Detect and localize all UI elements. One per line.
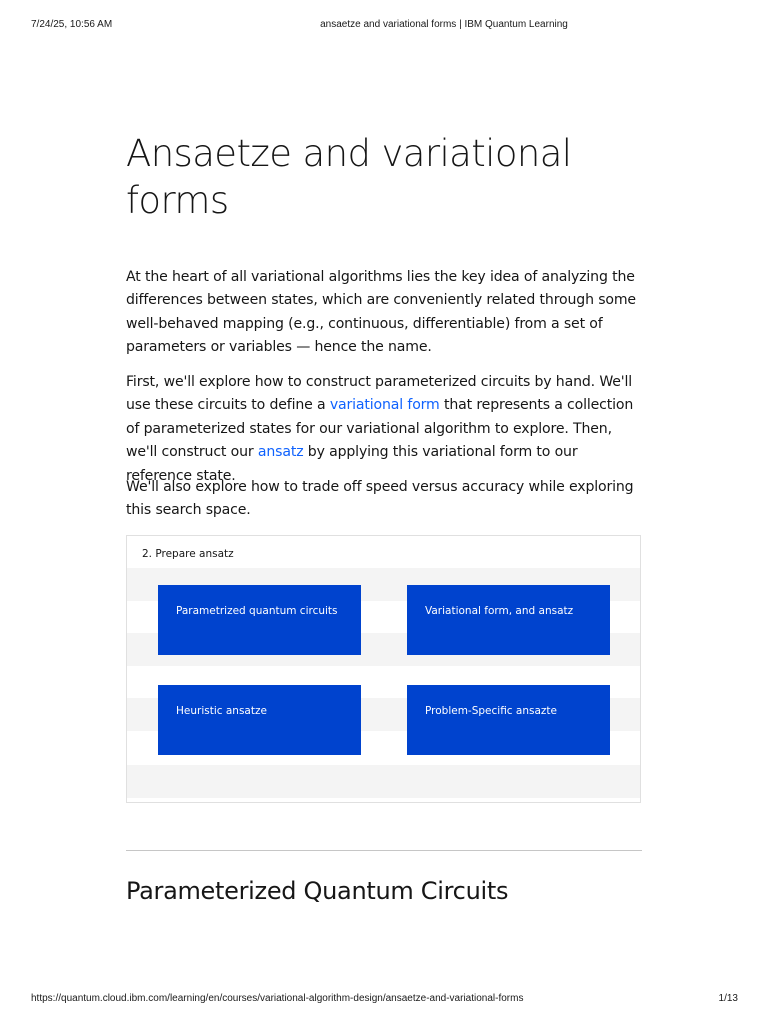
print-datetime: 7/24/25, 10:56 AM (31, 19, 113, 30)
section-divider (126, 850, 642, 851)
diagram-band (127, 765, 640, 798)
print-footer (0, 993, 768, 1007)
ansatz-link[interactable]: ansatz (257, 444, 304, 461)
tradeoff-paragraph: We'll also explore how to trade off speed versus accuracy while exploring this search space. (126, 479, 634, 519)
article (126, 130, 642, 905)
intro-paragraph: At the heart of all variational algorithms lies the key idea of analyzing the differences between states, which are conveniently related through some well-behaved mapping (e.g., continuous, differentiable) from a set of parameters or variables — hence the name. (126, 269, 636, 356)
print-page-number: 1/13 (718, 993, 738, 1004)
print-page-title: ansaetze and variational forms | IBM Quantum Learning (320, 19, 568, 30)
print-header (0, 19, 768, 33)
diagram-title: 2. Prepare ansatz (142, 548, 234, 560)
section-heading: Parameterized Quantum Circuits (126, 877, 509, 905)
overview-text-2: that represents a collection of parameterized states for our variational algorithm to explore. Then, we'll construct our (126, 397, 634, 461)
overview-text-1: First, we'll explore how to construct parameterized circuits by hand. We'll use these circuits to define a (126, 374, 633, 414)
overview-paragraph (126, 371, 646, 488)
print-url: https://quantum.cloud.ibm.com/learning/en/courses/variational-algorithm-design/ansaetze-and-variational-forms (31, 993, 524, 1004)
variational-form-link[interactable]: variational form (329, 397, 440, 414)
node-problem-specific-ansatze[interactable]: Problem-Specific ansazte (407, 685, 610, 755)
overview-text-3: by applying this variational form to our reference state. (126, 444, 578, 484)
node-variational-form-and-ansatz[interactable]: Variational form, and ansatz (407, 585, 610, 655)
page-title: Ansaetze and variational forms (126, 132, 572, 222)
node-parametrized-quantum-circuits[interactable]: Parametrized quantum circuits (158, 585, 361, 655)
prepare-ansatz-diagram (126, 535, 641, 803)
node-heuristic-ansatze[interactable]: Heuristic ansatze (158, 685, 361, 755)
